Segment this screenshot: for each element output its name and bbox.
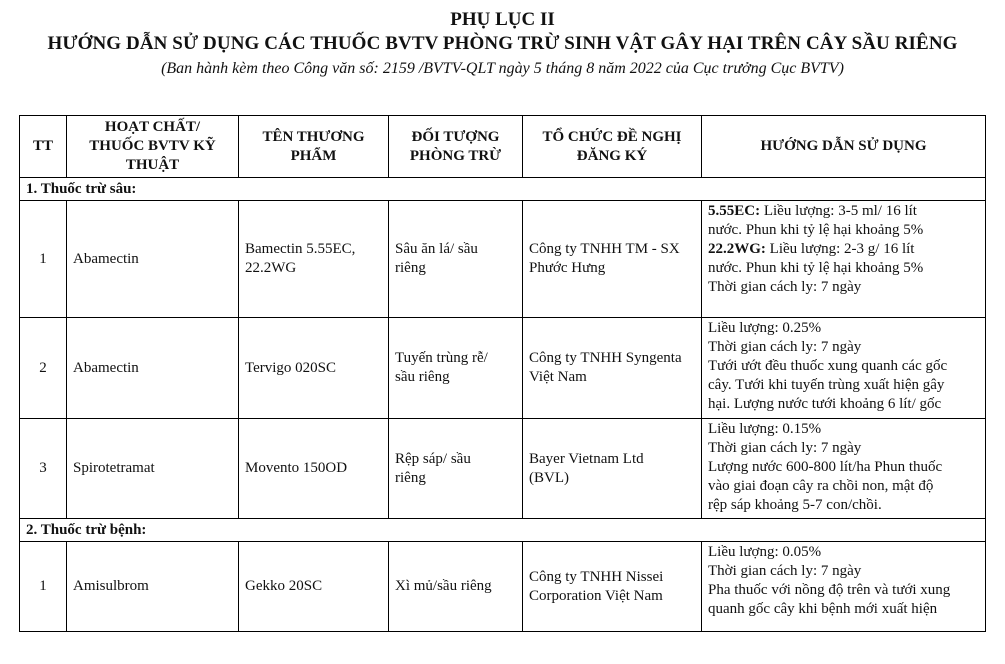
- cell-target: Rệp sáp/ sầu riêng: [389, 419, 523, 519]
- cell-target: Xì mủ/sầu riêng: [389, 542, 523, 632]
- cell-organization: Bayer Vietnam Ltd (BVL): [523, 419, 702, 519]
- header-tt: TT: [20, 116, 67, 178]
- cell-tt: 3: [20, 419, 67, 519]
- section-insecticides: 1. Thuốc trừ sâu:: [20, 178, 986, 201]
- header-product-name: TÊN THƯƠNG PHẨM: [239, 116, 389, 178]
- header-target: ĐỐI TƯỢNG PHÒNG TRỪ: [389, 116, 523, 178]
- cell-usage-guide: Liều lượng: 0.05% Thời gian cách ly: 7 ngày Pha thuốc với nồng độ trên và tưới xung quanh gốc cây khi bệnh mới xuất hiện: [702, 542, 986, 632]
- cell-product: Tervigo 020SC: [239, 318, 389, 419]
- table-header-row: [20, 116, 986, 178]
- pesticide-guide-table: [19, 115, 986, 632]
- section-fungicides: 2. Thuốc trừ bệnh:: [20, 519, 986, 542]
- cell-active: Spirotetramat: [67, 419, 239, 519]
- table-row: [20, 318, 986, 419]
- table-row: [20, 542, 986, 632]
- cell-usage-guide: Liều lượng: 0.15% Thời gian cách ly: 7 ngày Lượng nước 600-800 lít/ha Phun thuốc vào giai đoạn cây ra chồi non, mật độ rệp sáp khoảng 5-7 con/chồi.: [702, 419, 986, 519]
- cell-organization: Công ty TNHH TM - SX Phước Hưng: [523, 201, 702, 318]
- cell-active: Abamectin: [67, 201, 239, 318]
- cell-organization: Công ty TNHH Syngenta Việt Nam: [523, 318, 702, 419]
- cell-product: Gekko 20SC: [239, 542, 389, 632]
- cell-tt: 2: [20, 318, 67, 419]
- header-organization: TỔ CHỨC ĐỀ NGHỊ ĐĂNG KÝ: [523, 116, 702, 178]
- header-active-ingredient: HOẠT CHẤT/ THUỐC BVTV KỸ THUẬT: [67, 116, 239, 178]
- cell-usage-guide: Liều lượng: 0.25% Thời gian cách ly: 7 ngày Tưới ướt đều thuốc xung quanh các gốc cây. Tưới khi tuyến trùng xuất hiện gây hại. Lượng nước tưới khoảng 6 lít/ gốc: [702, 318, 986, 419]
- table-row: [20, 419, 986, 519]
- cell-organization: Công ty TNHH Nissei Corporation Việt Nam: [523, 542, 702, 632]
- cell-tt: 1: [20, 542, 67, 632]
- cell-product: Movento 150OD: [239, 419, 389, 519]
- table-row: [20, 201, 986, 318]
- document-title: HƯỚNG DẪN SỬ DỤNG CÁC THUỐC BVTV PHÒNG TRỪ SINH VẬT GÂY HẠI TRÊN CÂY SẦU RIÊNG: [47, 33, 958, 54]
- cell-active: Amisulbrom: [67, 542, 239, 632]
- cell-product: Bamectin 5.55EC, 22.2WG: [239, 201, 389, 318]
- appendix-label: PHỤ LỤC II: [450, 9, 555, 30]
- cell-tt: 1: [20, 201, 67, 318]
- cell-target: Sâu ăn lá/ sầu riêng: [389, 201, 523, 318]
- header-usage-guide: HƯỚNG DẪN SỬ DỤNG: [702, 116, 986, 178]
- cell-usage-guide: 5.55EC: Liều lượng: 3-5 ml/ 16 lít nước. Phun khi tỷ lệ hại khoảng 5% 22.2WG: Liều lượng: 2-3 g/ 16 lít nước. Phun khi tỷ lệ hại khoảng 5% Thời gian cách ly: 7 ngày: [702, 201, 986, 318]
- document-subtitle: (Ban hành kèm theo Công văn số: 2159 /BVTV-QLT ngày 5 tháng 8 năm 2022 của Cục trưởng Cục BVTV): [161, 60, 844, 77]
- cell-target: Tuyến trùng rễ/ sầu riêng: [389, 318, 523, 419]
- cell-active: Abamectin: [67, 318, 239, 419]
